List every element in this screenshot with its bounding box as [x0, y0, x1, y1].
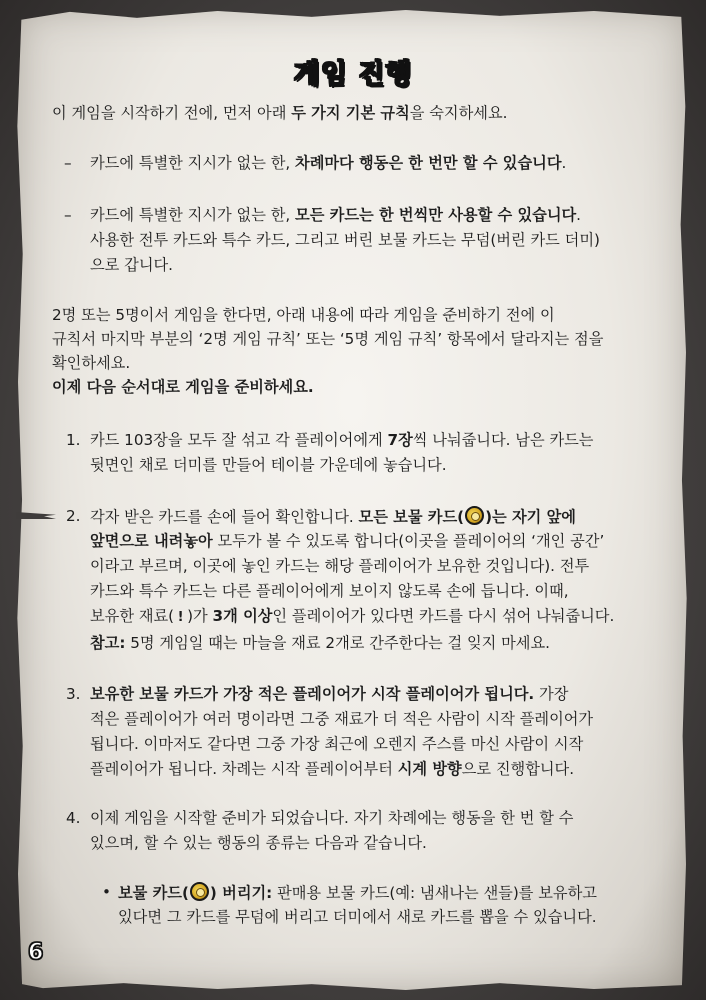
- setup-line-1: 2명 또는 5명이서 게임을 한다면, 아래 내용에 따라 게임을 준비하기 전에 이: [52, 306, 555, 324]
- step-3-bold: 보유한 보물 카드가 가장 적은 플레이어가 시작 플레이어가 됩니다.: [90, 685, 535, 703]
- rule-2-line-3: 으로 갑니다.: [90, 256, 174, 274]
- ingredient-icon: !: [177, 610, 184, 625]
- step-3-bold-4: 시계 방향: [397, 760, 462, 778]
- step-2-bold-5: 3개 이상: [212, 607, 273, 625]
- action-bold: 보물 카드(: [118, 884, 189, 902]
- step-2-bold: 모든 보물 카드(: [358, 508, 465, 526]
- rule-1-end: .: [561, 154, 567, 172]
- step-3-line-4: [90, 759, 574, 779]
- step-4-line-2: 있으며, 할 수 있는 행동의 종류는 다음과 같습니다.: [90, 834, 427, 852]
- step-2-bold-end: )는 자기 앞에: [485, 508, 576, 526]
- setup-heading: 이제 다음 순서대로 게임을 준비하세요.: [52, 378, 314, 396]
- step-2-line-1: [90, 506, 576, 527]
- action-bold-end: ) 버리기:: [209, 884, 273, 902]
- treasure-icon: [465, 506, 484, 525]
- step-2-text-5: 보유한 재료(: [90, 607, 175, 625]
- step-2-note: [90, 633, 550, 653]
- step-number: 1.: [66, 431, 81, 449]
- rule-dash: –: [64, 206, 72, 224]
- rule-1-bold: 차례마다 행동은 한 번만 할 수 있습니다: [295, 154, 562, 172]
- action-line-2: 있다면 그 카드를 무덤에 버리고 더미에서 새로 카드를 뽑을 수 있습니다.: [118, 908, 597, 926]
- action-line-1: [118, 882, 597, 903]
- action-bullet: •: [102, 883, 111, 901]
- step-3-text: 가장: [534, 685, 569, 703]
- step-2-text: 각자 받은 카드를 손에 들어 확인합니다.: [90, 508, 359, 526]
- step-3-line-2: 적은 플레이어가 여러 명이라면 그중 재료가 더 적은 사람이 시작 플레이어가: [90, 710, 594, 728]
- rule-2-line-1: [90, 205, 581, 225]
- step-3-text-4: 플레이어가 됩니다. 차례는 시작 플레이어부터: [90, 760, 398, 778]
- step-2-text-2: 모두가 볼 수 있도록 합니다(이곳을 플레이어의 ‘개인 공간’: [212, 532, 605, 550]
- note-label: 참고:: [90, 634, 126, 652]
- note-text: 5명 게임일 때는 마늘을 재료 2개로 간주한다는 걸 잊지 마세요.: [125, 634, 550, 652]
- step-1-line-2: 뒷면인 채로 더미를 만들어 테이블 가운데에 놓습니다.: [90, 456, 447, 474]
- rule-2-bold: 모든 카드는 한 번씩만 사용할 수 있습니다: [295, 206, 577, 224]
- rule-1-text: 카드에 특별한 지시가 없는 한,: [90, 154, 296, 172]
- step-1-line-1: [90, 430, 593, 450]
- step-2-bold-2: 앞면으로 내려놓아: [90, 532, 213, 550]
- treasure-icon: [190, 882, 209, 901]
- intro-bold: 두 가지 기본 규칙: [291, 104, 410, 122]
- setup-line-3: 확인하세요.: [52, 354, 131, 372]
- step-number: 4.: [66, 809, 81, 827]
- step-1-text-end: 씩 나눠줍니다. 남은 카드는: [412, 431, 594, 449]
- rule-2-text: 카드에 특별한 지시가 없는 한,: [90, 206, 296, 224]
- setup-line-2: 규칙서 마지막 부분의 ‘2명 게임 규칙’ 또는 ‘5명 게임 규칙’ 항목에서 달라지는 점을: [52, 330, 604, 348]
- rule-dash: –: [64, 154, 72, 172]
- intro-text-end: 을 숙지하세요.: [409, 104, 508, 122]
- step-number: 3.: [66, 685, 81, 703]
- step-2-line-4: 카드와 특수 카드는 다른 플레이어에게 보이지 않도록 손에 듭니다. 이때,: [90, 582, 569, 600]
- step-2-text-5b: )가: [187, 607, 213, 625]
- rule-2-line-2: 사용한 전투 카드와 특수 카드, 그리고 버린 보물 카드는 무덤(버린 카드 더미): [90, 231, 600, 249]
- rule-1: [90, 153, 566, 173]
- step-number: 2.: [66, 507, 81, 525]
- rule-2-end: .: [576, 206, 581, 224]
- step-2-line-5: [90, 606, 614, 626]
- step-3-text-4b: 으로 진행합니다.: [461, 760, 575, 778]
- step-4-line-1: 이제 게임을 시작할 준비가 되었습니다. 자기 차례에는 행동을 한 번 할 수: [90, 809, 574, 827]
- step-1-bold: 7장: [387, 431, 413, 449]
- page-number: 6: [28, 940, 44, 965]
- action-text: 판매용 보물 카드(예: 냄새나는 샌들)를 보유하고: [272, 884, 597, 902]
- step-3-line-3: 됩니다. 이마저도 같다면 그중 가장 최근에 오렌지 주스를 마신 사람이 시작: [90, 735, 584, 753]
- step-3-line-1: [90, 684, 568, 704]
- intro-text: 이 게임을 시작하기 전에, 먼저 아래: [52, 104, 292, 122]
- step-2-text-5c: 인 플레이어가 있다면 카드를 다시 섞어 나눠줍니다.: [272, 607, 615, 625]
- page-title: 게임 진행: [293, 59, 413, 90]
- step-2-line-3: 이라고 부르며, 이곳에 놓인 카드는 해당 플레이어가 보유한 것입니다). 전투: [90, 557, 590, 575]
- intro-paragraph: [52, 103, 507, 123]
- step-2-line-2: [90, 531, 604, 551]
- step-1-text: 카드 103장을 모두 잘 섞고 각 플레이어에게: [90, 431, 388, 449]
